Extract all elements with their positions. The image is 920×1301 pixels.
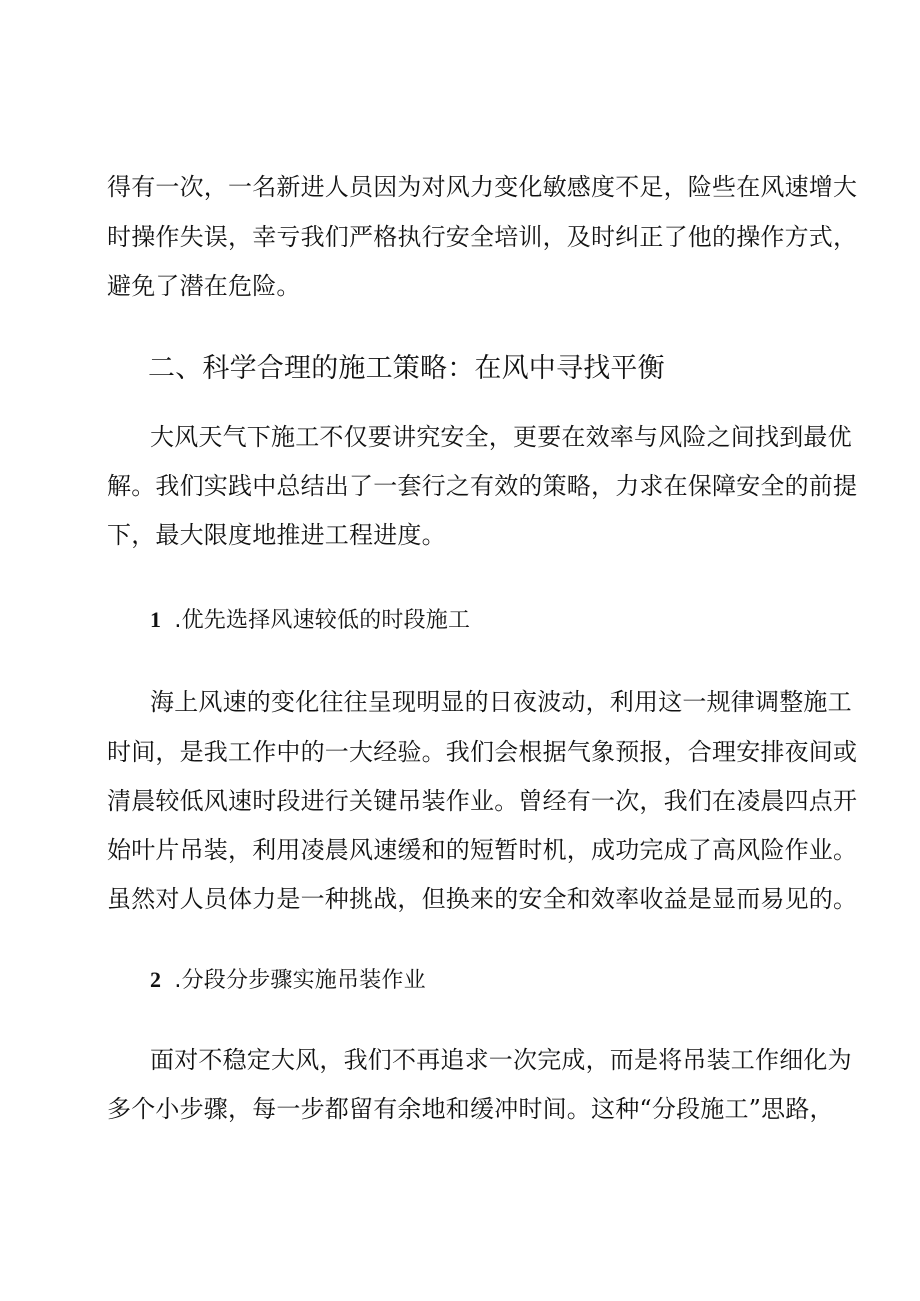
section-heading: 二、科学合理的施工策略：在风中寻找平衡 (148, 353, 665, 384)
paragraph-line: 海上风速的变化往往呈现明显的日夜波动，利用这一规律调整施工 (150, 688, 852, 716)
paragraph-line: 下，最大限度地推进工程进度。 (107, 521, 446, 549)
paragraph-line: 始叶片吊装，利用凌晨风速缓和的短暂时机，成功完成了高风险作业。 (107, 836, 858, 864)
paragraph-line: 多个小步骤，每一步都留有余地和缓冲时间。这种“分段施工”思路， (107, 1095, 834, 1123)
subheading-number: 2 (150, 967, 162, 992)
subheading-number: 1 (150, 607, 162, 632)
subheading-item-1 (150, 604, 470, 637)
subheading-title: .分段分步骤实施吊装作业 (174, 968, 426, 993)
paragraph-line: 面对不稳定大风，我们不再追求一次完成，而是将吊装工作细化为 (150, 1046, 852, 1074)
paragraph-line: 解。我们实践中总结出了一套行之有效的策略，力求在保障安全的前提 (107, 472, 858, 500)
paragraph-line: 虽然对人员体力是一种挑战，但换来的安全和效率收益是显而易见的。 (107, 885, 858, 913)
paragraph-line: 清晨较低风速时段进行关键吊装作业。曾经有一次，我们在凌晨四点开 (107, 787, 858, 815)
subheading-item-2 (150, 964, 426, 997)
paragraph-line: 避免了潜在危险。 (107, 272, 301, 300)
paragraph-line: 时操作失误，幸亏我们严格执行安全培训，及时纠正了他的操作方式， (107, 223, 858, 251)
paragraph-line: 时间，是我工作中的一大经验。我们会根据气象预报，合理安排夜间或 (107, 738, 858, 766)
paragraph-line: 得有一次，一名新进人员因为对风力变化敏感度不足，险些在风速增大 (107, 173, 858, 201)
subheading-title: .优先选择风速较低的时段施工 (174, 608, 471, 633)
paragraph-line: 大风天气下施工不仅要讲究安全，更要在效率与风险之间找到最优 (150, 423, 852, 451)
